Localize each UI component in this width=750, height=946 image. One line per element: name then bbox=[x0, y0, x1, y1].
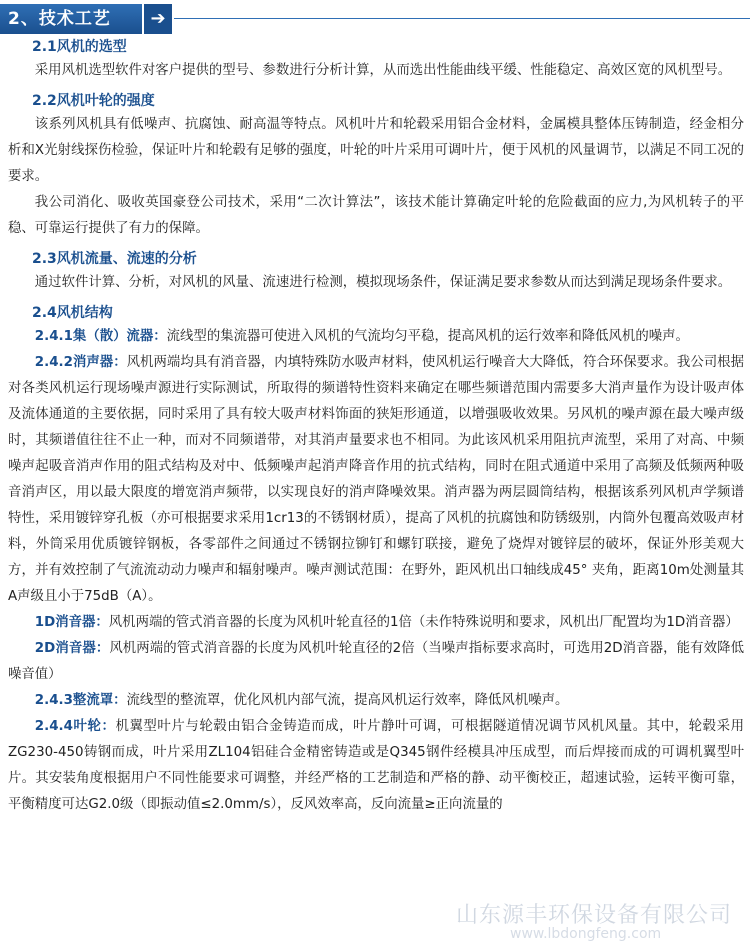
paragraph-2-1: 采用风机选型软件对客户提供的型号、参数进行分析计算，从而选出性能曲线平缓、性能稳定、高效区宽的风机型号。 bbox=[34, 63, 732, 78]
watermark-site: www.lbdongfeng.com bbox=[510, 926, 662, 942]
paragraph-2-2-b: 我公司消化、吸收英国豪登公司技术，采用“二次计算法”，该技术能计算确定叶轮的危险截面的应力,为风机转子的平稳、可靠运行提供了有力的保障。 bbox=[8, 195, 744, 236]
watermark-company: 山东源丰环保设备有限公司 bbox=[456, 903, 733, 928]
arrow-right-icon: ➔ bbox=[144, 4, 172, 34]
heading-2-4: 2.4风机结构 bbox=[32, 305, 113, 321]
heading-2-3: 2.3风机流量、流速的分析 bbox=[32, 251, 197, 267]
item-2-4-2-lead: 2.4.2消声器： bbox=[34, 355, 127, 370]
item-1d-silencer bbox=[8, 610, 744, 636]
item-1d-lead: 1D消音器： bbox=[34, 615, 109, 630]
item-2d-text: 风机两端的管式消音器的长度为风机叶轮直径的2倍（当噪声指标要求高时，可选用2D消音器，能有效降低噪音值） bbox=[8, 641, 744, 682]
heading-2-1: 2.1风机的选型 bbox=[32, 39, 127, 55]
item-2-4-1 bbox=[8, 324, 744, 350]
item-2-4-3-text: 流线型的整流罩，优化风机内部气流，提高风机运行效率，降低风机噪声。 bbox=[126, 693, 569, 708]
item-2-4-4-lead: 2.4.4叶轮： bbox=[34, 719, 116, 734]
header-divider bbox=[174, 18, 750, 19]
heading-2-2: 2.2风机叶轮的强度 bbox=[32, 93, 155, 109]
item-1d-text: 风机两端的管式消音器的长度为风机叶轮直径的1倍（未作特殊说明和要求，风机出厂配置均为1D消音器） bbox=[108, 615, 739, 630]
item-2-4-4-text: 机翼型叶片与轮毂由铝合金铸造而成，叶片静叶可调，可根据隧道情况调节风机风量。其中，轮毂采用ZG230-450铸钢而成，叶片采用ZL104铝硅合金精密铸造或是Q345钢件经模具冲压成型，而后焊接而成的可调机翼型叶片。其安装角度根据用户不同性能要求可调整，并经严格的工艺制造和严格的静、动平衡校正，超速试验，运转平衡可靠，平衡精度可达G2.0级（即振动值≤2.0mm/s），反风效率高，反向流量≥正向流量的 bbox=[8, 719, 744, 812]
document-body bbox=[8, 30, 744, 818]
section-title: 2、技术工艺 bbox=[0, 4, 142, 34]
item-2-4-4 bbox=[8, 714, 744, 818]
item-2-4-3-lead: 2.4.3整流罩： bbox=[34, 693, 127, 708]
item-2d-lead: 2D消音器： bbox=[34, 641, 110, 656]
item-2d-silencer bbox=[8, 636, 744, 688]
item-2-4-2-text: 风机两端均具有消音器，内填特殊防水吸声材料，使风机运行噪音大大降低，符合环保要求。我公司根据对各类风机运行现场噪声源进行实际测试，所取得的频谱特性资料来确定在哪些频谱范围内需要多大消声量作为设计吸声体及流体通道的主要依据，同时采用了具有较大吸声材料饰面的狭矩形通道，以增强吸收效果。另风机的噪声源在最大噪声级时，其频谱值往往不止一种，而对不同频谱带，对其消声量要求也不相同。为此该风机采用阻抗声流型，采用了对高、中频噪声起吸音消声作用的阻式结构及对中、低频噪声起消声降音作用的抗式结构，同时在阻式通道中采用了高频及低频两种吸音消声区，用以最大限度的增宽消声频带，以实现良好的消声降噪效果。消声器为两层圆筒结构，根据该系列风机声学频谱特性，采用镀锌穿孔板（亦可根据要求采用1cr13的不锈钢材质），提高了风机的抗腐蚀和防锈级别，内筒外包覆高效吸声材料，外筒采用优质镀锌钢板，各零部件之间通过不锈钢拉铆钉和螺钉联接，避免了烧焊对镀锌层的破坏，保证外形美观大方，并有效控制了气流流动动力噪声和辐射噪声。噪声测试范围：在野外，距风机出口轴线成45° 夹角，距离10m处测量其A声级且小于75dB（A）。 bbox=[8, 355, 744, 604]
item-2-4-2 bbox=[8, 350, 744, 610]
item-2-4-3 bbox=[8, 688, 744, 714]
paragraph-2-3: 通过软件计算、分析，对风机的风量、流速进行检测，模拟现场条件，保证满足要求参数从而达到满足现场条件要求。 bbox=[34, 275, 732, 290]
item-2-4-1-lead: 2.4.1集（散）流器： bbox=[34, 329, 167, 344]
item-2-4-1-text: 流线型的集流器可使进入风机的气流均匀平稳，提高风机的运行效率和降低风机的噪声。 bbox=[166, 329, 689, 344]
paragraph-2-2-a: 该系列风机具有低噪声、抗腐蚀、耐高温等特点。风机叶片和轮毂采用铝合金材料，金属模具整体压铸制造，经金相分析和X光射线探伤检验，保证叶片和轮毂有足够的强度，叶轮的叶片采用可调叶片，便于风机的风量调节，以满足不同工况的要求。 bbox=[8, 117, 744, 184]
